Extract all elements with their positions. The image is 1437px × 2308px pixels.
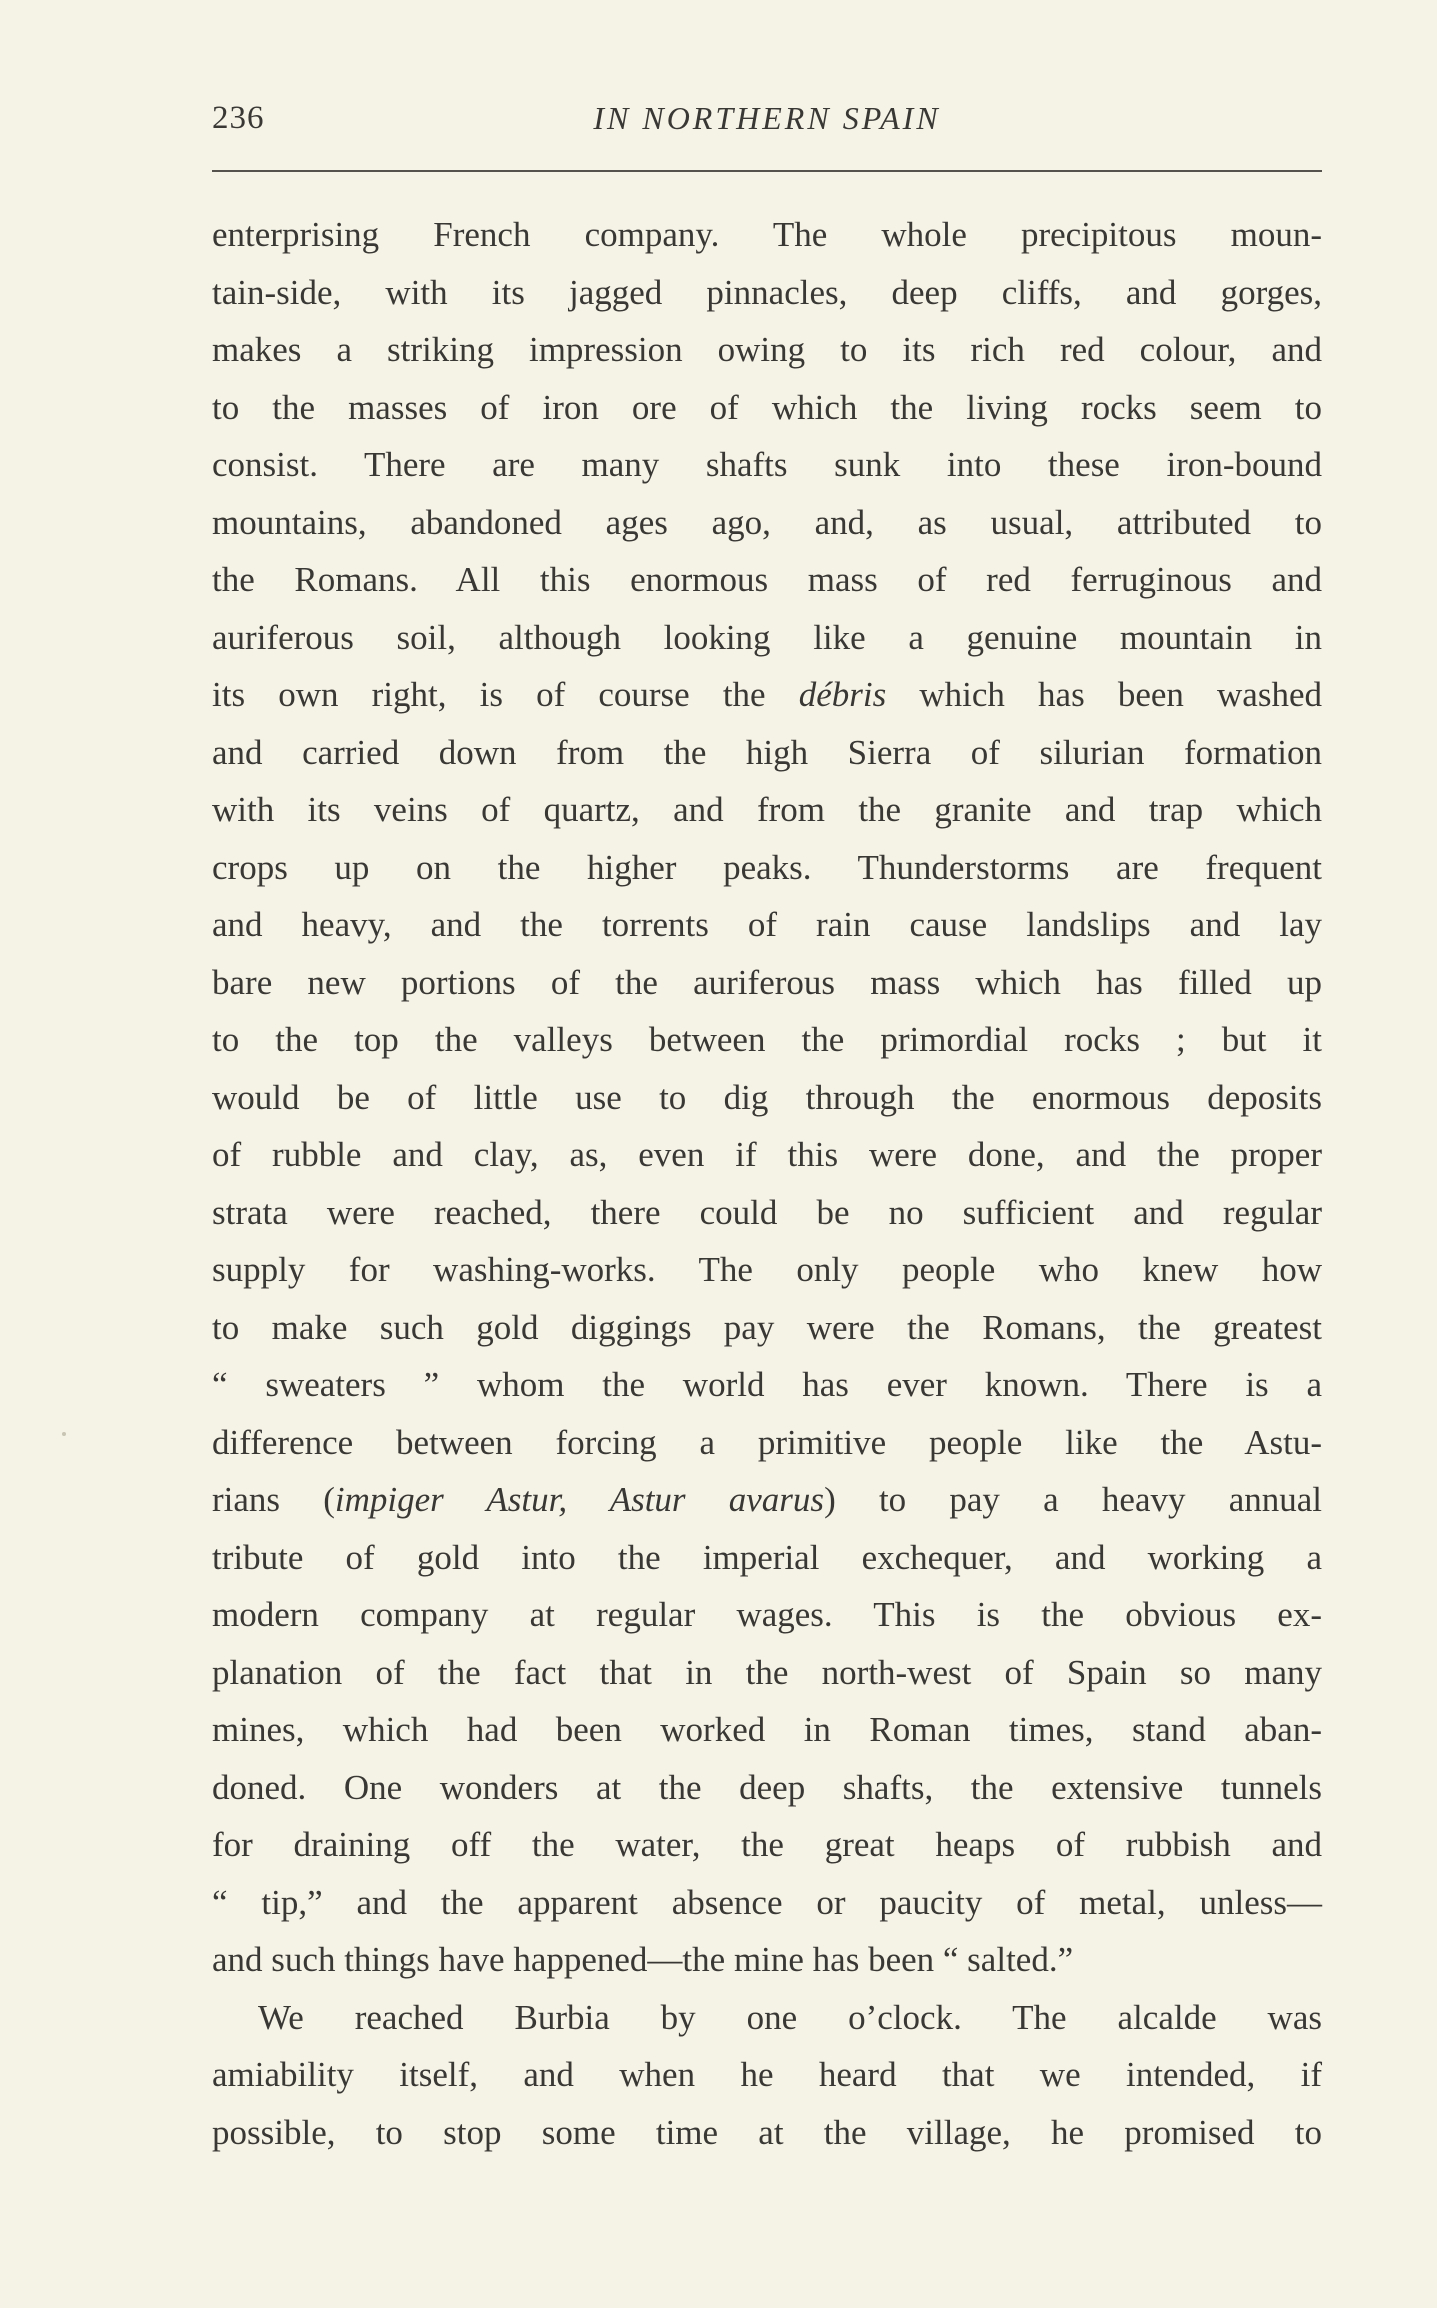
text-line: with its veins of quartz, and from the granite and trap which [212, 790, 1322, 829]
running-head: IN NORTHERN SPAIN [593, 100, 941, 136]
text-line: “ tip,” and the apparent absence or paucity of metal, unless— [212, 1882, 1322, 1922]
text-line: enterprising French company. The whole precipitous moun- [212, 215, 1322, 254]
text-line: and carried down from the high Sierra of silurian formation [212, 732, 1322, 772]
text-line: tribute of gold into the imperial exchequer, and working a [212, 1537, 1322, 1577]
text-line: mountains, abandoned ages ago, and, as usual, attributed to [212, 502, 1322, 542]
paper-speck [62, 1432, 66, 1436]
text-line: and heavy, and the torrents of rain cause landslips and lay [212, 905, 1322, 944]
text-line: consist. There are many shafts sunk into these iron-bound [212, 445, 1322, 484]
text-line: amiability itself, and when he heard that we intended, if [212, 2055, 1322, 2094]
text-segment: ) to pay a heavy annual [824, 1480, 1323, 1519]
body-text [212, 206, 1322, 2161]
text-line: modern company at regular wages. This is the obvious ex- [212, 1595, 1322, 1634]
text-line: tain-side, with its jagged pinnacles, deep cliffs, and gorges, [212, 272, 1322, 312]
text-line: possible, to stop some time at the village, he promised to [212, 2112, 1322, 2152]
text-line: to the masses of iron ore of which the living rocks seem to [212, 387, 1322, 427]
text-line: would be of little use to dig through the enormous deposits [212, 1077, 1322, 1117]
text-line: mines, which had been worked in Roman times, stand aban- [212, 1710, 1322, 1749]
text-line [212, 666, 1322, 724]
text-line: for draining off the water, the great heaps of rubbish and [212, 1825, 1322, 1864]
text-line: strata were reached, there could be no sufficient and regular [212, 1192, 1322, 1232]
text-line: difference between forcing a primitive people like the Astu- [212, 1422, 1322, 1462]
text-line: the Romans. All this enormous mass of red ferruginous and [212, 560, 1322, 599]
text-line: supply for washing-works. The only people who knew how [212, 1250, 1322, 1289]
text-line: and such things have happened—the mine has been “ salted.” [212, 1940, 1074, 1979]
text-line: “ sweaters ” whom the world has ever known. There is a [212, 1365, 1322, 1404]
text-segment: which has been washed [886, 675, 1322, 714]
text-segment: its own right, is of course the [212, 675, 799, 714]
text-line: makes a striking impression owing to its rich red colour, and [212, 330, 1322, 369]
text-line: crops up on the higher peaks. Thunderstorms are frequent [212, 847, 1322, 887]
text-line: auriferous soil, although looking like a genuine mountain in [212, 617, 1322, 657]
text-line: bare new portions of the auriferous mass which has filled up [212, 962, 1322, 1002]
text-line [212, 1471, 1322, 1529]
page-number: 236 [212, 100, 265, 136]
text-line: to the top the valleys between the primordial rocks ; but it [212, 1020, 1322, 1059]
text-line: to make such gold diggings pay were the Romans, the greatest [212, 1307, 1322, 1347]
header-rule [212, 170, 1322, 172]
text-line: We reached Burbia by one o’clock. The alcalde was [258, 1997, 1322, 2037]
text-line: planation of the fact that in the north-west of Spain so many [212, 1652, 1322, 1692]
italic-quotation: impiger Astur, Astur avarus [334, 1480, 825, 1519]
text-line: of rubble and clay, as, even if this were done, and the proper [212, 1135, 1322, 1174]
text-segment: rians ( [212, 1480, 335, 1519]
italic-term: débris [798, 675, 887, 714]
page-header [212, 100, 1322, 150]
text-line: doned. One wonders at the deep shafts, the extensive tunnels [212, 1767, 1322, 1807]
